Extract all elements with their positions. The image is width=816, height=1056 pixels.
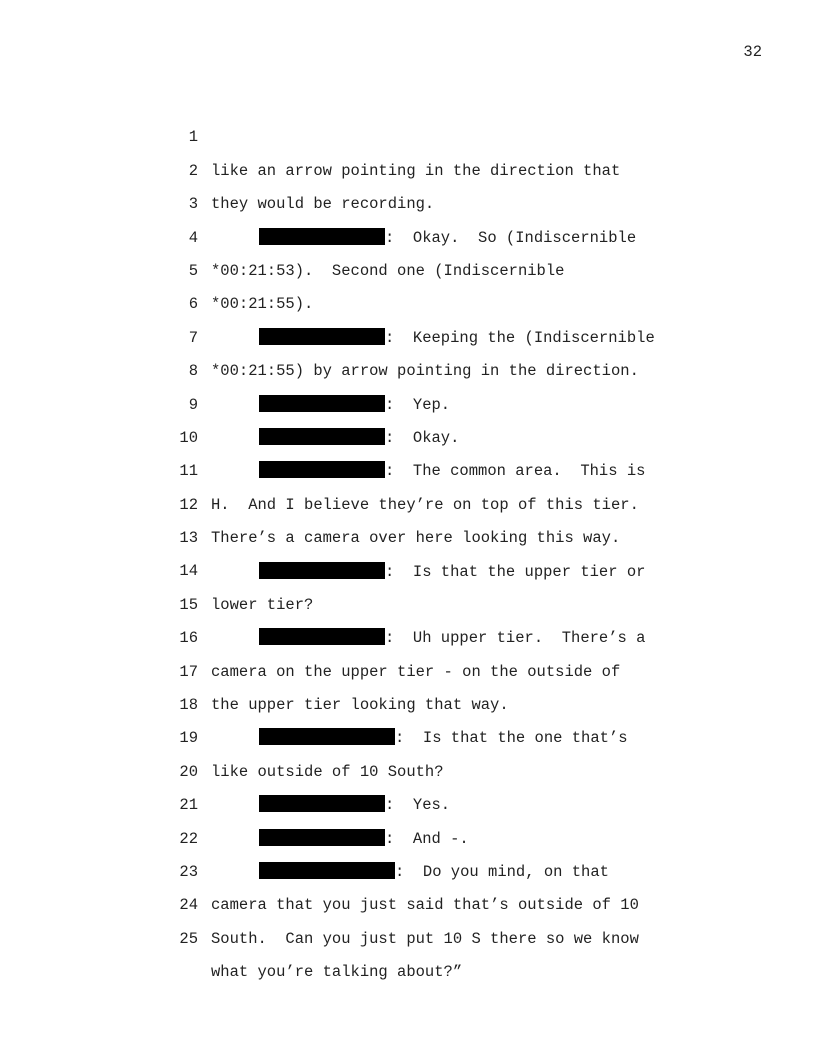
line-number: 17 xyxy=(179,662,198,681)
line-text: : Okay. So (Indiscernible xyxy=(385,228,637,247)
line-text: : Okay. xyxy=(385,428,460,447)
line-text: There’s a camera over here looking this way. xyxy=(211,529,621,548)
line-text: : And -. xyxy=(385,829,469,848)
line-text: *00:21:55). xyxy=(211,295,314,314)
line-text: : Keeping the (Indiscernible xyxy=(385,328,655,347)
line-number: 20 xyxy=(179,762,198,781)
line-text: like an arrow pointing in the direction that xyxy=(211,161,621,180)
line-number: 21 xyxy=(179,796,198,815)
line-number: 13 xyxy=(179,529,198,548)
transcript-body xyxy=(0,88,816,982)
line-number: 5 xyxy=(188,261,198,280)
line-number: 9 xyxy=(188,395,198,414)
line-number: 24 xyxy=(179,896,198,915)
line-number: 15 xyxy=(179,595,198,614)
line-number: 7 xyxy=(188,328,198,347)
line-text: lower tier? xyxy=(211,595,314,614)
line-number: 8 xyxy=(188,362,198,381)
line-text: : Do you mind, on that xyxy=(395,863,609,882)
line-number: 19 xyxy=(179,729,198,748)
line-text: H. And I believe they’re on top of this tier. xyxy=(211,495,639,514)
line-number: 18 xyxy=(179,696,198,715)
line-text: : Is that the one that’s xyxy=(395,729,628,748)
line-text: what you’re talking about?” xyxy=(211,963,463,982)
line-text: South. Can you just put 10 S there so we know xyxy=(211,929,639,948)
line-text: camera that you just said that’s outside of 10 xyxy=(211,896,639,915)
line-number: 6 xyxy=(188,295,198,314)
line-text: like outside of 10 South? xyxy=(211,762,444,781)
line-text: : Uh upper tier. There’s a xyxy=(385,629,646,648)
line-number: 14 xyxy=(179,562,198,581)
line-text: *00:21:55) by arrow pointing in the direction. xyxy=(211,362,639,381)
line-text: *00:21:53). Second one (Indiscernible xyxy=(211,261,565,280)
line-number: 2 xyxy=(188,161,198,180)
transcript-line xyxy=(0,88,816,180)
line-text: : Yes. xyxy=(385,796,451,815)
line-text: : Is that the upper tier or xyxy=(385,562,646,581)
line-text: they would be recording. xyxy=(211,195,435,214)
line-number: 10 xyxy=(179,428,198,447)
line-number: 23 xyxy=(179,863,198,881)
line-text: the upper tier looking that way. xyxy=(211,696,509,715)
line-number: 11 xyxy=(179,462,198,481)
line-text: : Yep. xyxy=(385,395,451,414)
line-number: 3 xyxy=(188,195,198,214)
line-number: 25 xyxy=(179,929,198,948)
line-number: 12 xyxy=(179,495,198,514)
line-number: 4 xyxy=(188,228,198,247)
line-number: 22 xyxy=(179,829,198,848)
line-number: 16 xyxy=(179,629,198,648)
line-text: camera on the upper tier - on the outside of xyxy=(211,662,621,681)
page-number: 32 xyxy=(743,43,762,61)
line-text: : The common area. This is xyxy=(385,462,646,481)
line-number: 1 xyxy=(188,128,198,147)
